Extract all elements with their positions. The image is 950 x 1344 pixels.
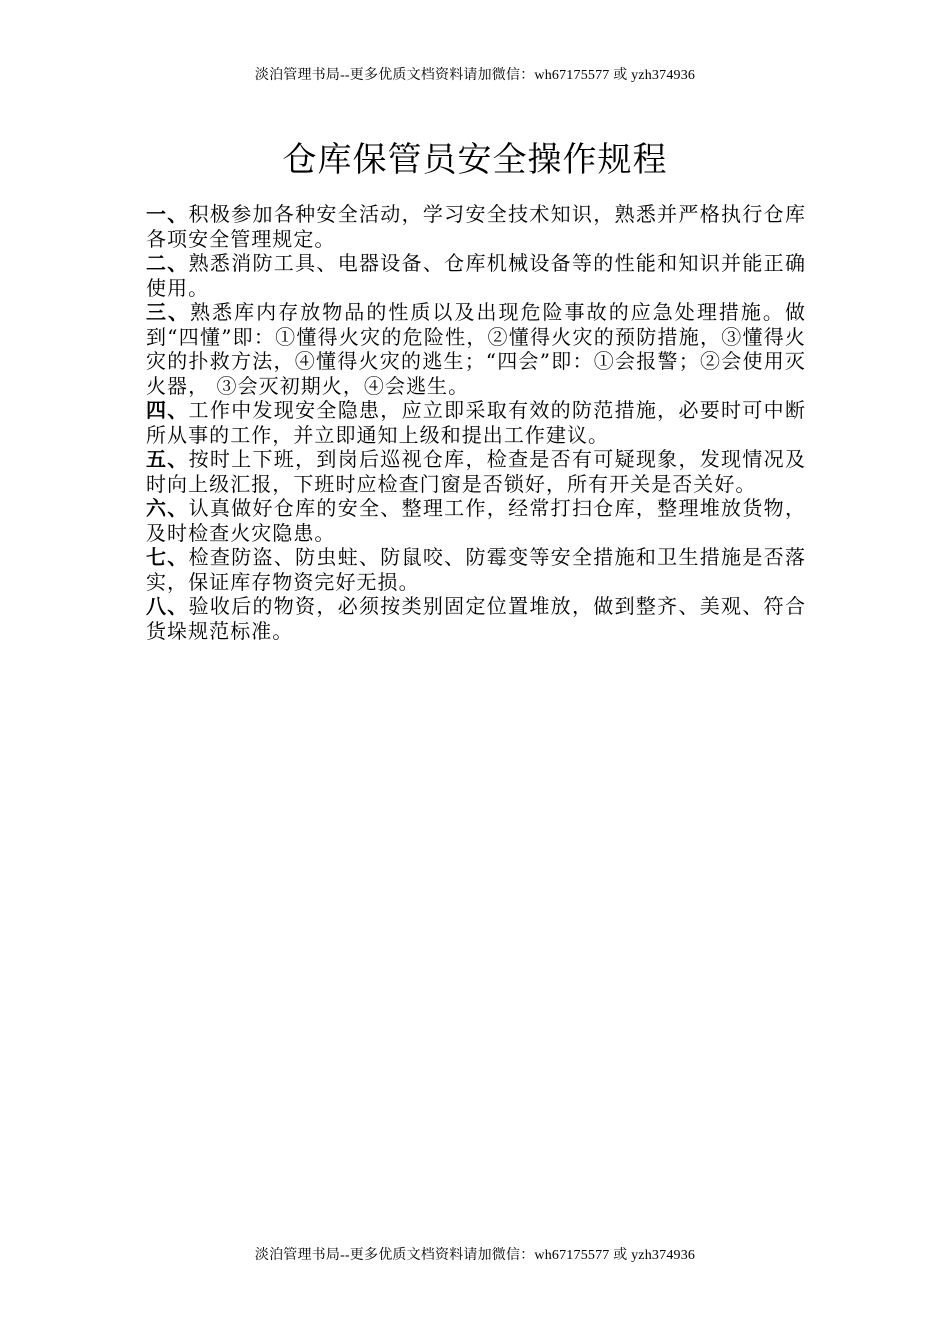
page-header: 淡泊管理书局--更多优质文档资料请加微信：wh67175577 或 yzh374936 bbox=[254, 68, 696, 83]
rule-item-text: 熟悉库内存放物品的性质以及出现危险事故的应急处理措施。做到“四懂”即：①懂得火灾的危险性，②懂得火灾的预防措施，③懂得火灾的扑救方法，④懂得火灾的逃生；“四会”即：①会报警；②会使用灭火器， ③会灭初期火，④会逃生。 bbox=[146, 300, 806, 398]
rule-item-8 bbox=[146, 594, 806, 643]
rule-item-text: 验收后的物资，必须按类别固定位置堆放，做到整齐、美观、符合货垛规范标准。 bbox=[146, 594, 807, 643]
rule-item-text: 检查防盗、防虫蛀、防鼠咬、防霉变等安全措施和卫生措施是否落实，保证库存物资完好无损。 bbox=[146, 545, 807, 594]
rule-item-text: 熟悉消防工具、电器设备、仓库机械设备等的性能和知识并能正确使用。 bbox=[146, 251, 807, 300]
rule-item-text: 工作中发现安全隐患，应立即采取有效的防范措施，必要时可中断所从事的工作，并立即通知上级和提出工作建议。 bbox=[146, 398, 807, 447]
rule-item-number: 八、 bbox=[146, 594, 189, 618]
rule-item-number: 五、 bbox=[146, 447, 189, 471]
rule-item-number: 二、 bbox=[146, 251, 189, 275]
rule-item-number: 三、 bbox=[146, 300, 191, 324]
rule-item-7 bbox=[146, 545, 806, 594]
rule-item-3 bbox=[146, 300, 806, 398]
document-title: 仓库保管员安全操作规程 bbox=[282, 140, 668, 180]
rule-item-1 bbox=[146, 202, 806, 251]
rule-item-number: 一、 bbox=[146, 202, 189, 226]
rule-item-text: 认真做好仓库的安全、整理工作，经常打扫仓库，整理堆放货物，及时检查火灾隐患。 bbox=[146, 496, 807, 545]
rule-item-number: 四、 bbox=[146, 398, 189, 422]
rule-item-4 bbox=[146, 398, 806, 447]
rule-item-number: 七、 bbox=[146, 545, 189, 569]
rule-item-text: 积极参加各种安全活动，学习安全技术知识，熟悉并严格执行仓库各项安全管理规定。 bbox=[146, 202, 807, 251]
document-body bbox=[146, 202, 806, 643]
rule-item-2 bbox=[146, 251, 806, 300]
page-footer: 淡泊管理书局--更多优质文档资料请加微信：wh67175577 或 yzh374936 bbox=[254, 1248, 696, 1263]
rule-item-6 bbox=[146, 496, 806, 545]
rule-item-text: 按时上下班，到岗后巡视仓库，检查是否有可疑现象，发现情况及时向上级汇报，下班时应检查门窗是否锁好，所有开关是否关好。 bbox=[146, 447, 807, 496]
rule-item-number: 六、 bbox=[146, 496, 189, 520]
rule-item-5 bbox=[146, 447, 806, 496]
